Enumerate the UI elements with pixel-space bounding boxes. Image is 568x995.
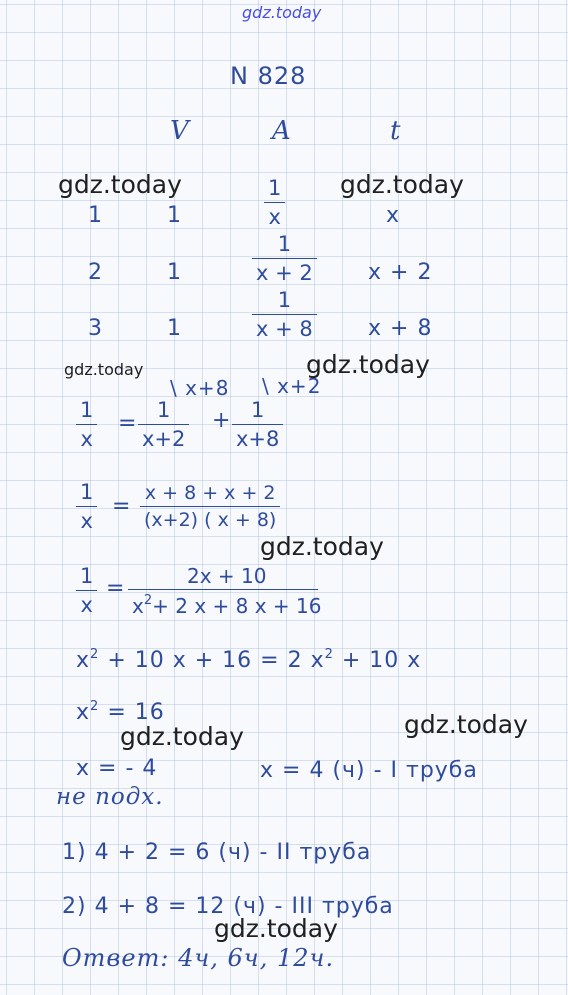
eq4-part2: + 10 x + 16 = 2 x (107, 648, 325, 673)
watermark: gdz.today (404, 710, 528, 739)
eq1-right2-num: 1 (251, 398, 265, 422)
eq3-right-den (128, 590, 325, 616)
header-v: V (170, 116, 190, 146)
row1-number: 1 (88, 203, 103, 228)
eq2-right-fraction (140, 484, 280, 530)
eq2-right-num: x + 8 + x + 2 (144, 482, 276, 504)
row1-t: x (386, 203, 401, 228)
eq2-right-den: (x+2) ( x + 8) (144, 509, 277, 531)
eq3-right-fraction (128, 566, 325, 616)
watermark: gdz.today (260, 532, 384, 561)
watermark: gdz.today (64, 360, 144, 379)
eq1-left-fraction (76, 400, 97, 450)
header-t: t (390, 116, 402, 146)
eq2-left-den: x (80, 509, 93, 533)
row3-a-fraction (252, 290, 317, 340)
eq3-den-rest: + 2 x + 8 x + 16 (152, 594, 322, 618)
reject-note: не подх. (56, 784, 164, 810)
eq3-left-den: x (80, 593, 93, 617)
eq3-left-fraction (76, 566, 97, 616)
eq2-equals: = (112, 494, 132, 519)
eq1-left-den: x (80, 427, 93, 451)
eq5-line (76, 700, 165, 724)
multiplier-2: \ x+2 (262, 374, 322, 398)
eq1-right1-fraction (138, 400, 189, 450)
row3-a-den: x + 8 (256, 317, 313, 341)
row2-number: 2 (88, 260, 103, 285)
problem-number: N 828 (230, 62, 307, 90)
row3-t: x + 8 (368, 316, 433, 341)
watermark: gdz.today (214, 914, 338, 943)
eq5-part1: x (76, 700, 91, 725)
eq4-part3: + 10 x (341, 648, 422, 673)
eq2-left-num: 1 (80, 480, 94, 504)
step-2: 2) 4 + 8 = 12 (ч) - III труба (62, 894, 394, 919)
answer: Ответ: 4ч, 6ч, 12ч. (62, 944, 335, 972)
row2-a-num: 1 (277, 232, 292, 256)
watermark: gdz.today (306, 350, 430, 379)
watermark: gdz.today (120, 722, 244, 751)
step-1: 1) 4 + 2 = 6 (ч) - II труба (62, 840, 372, 865)
row3-v: 1 (167, 316, 182, 341)
eq4-exp2: 2 (324, 647, 334, 662)
eq1-equals: = (118, 411, 138, 436)
eq4-line (76, 648, 421, 672)
row2-t: x + 2 (368, 260, 433, 285)
eq3-left-num: 1 (80, 564, 94, 588)
eq3-den-base: x (132, 594, 144, 618)
eq1-plus: + (212, 408, 232, 433)
row2-a-den: x + 2 (256, 261, 313, 285)
eq3-den-exponent: 2 (143, 593, 153, 608)
top-watermark[interactable]: gdz.today (242, 3, 322, 22)
eq1-right2-den: x+8 (236, 427, 280, 451)
eq3-right-num: 2x + 10 (187, 564, 267, 588)
eq5-exp1: 2 (90, 699, 100, 714)
root-positive: x = 4 (ч) - I труба (260, 758, 478, 783)
header-a: A (272, 116, 292, 146)
row3-number: 3 (88, 316, 103, 341)
root-negative: x = - 4 (76, 756, 158, 781)
row2-a-fraction (252, 234, 317, 284)
eq4-part1: x (76, 648, 91, 673)
row2-v: 1 (167, 260, 182, 285)
eq5-part2: = 16 (107, 700, 165, 725)
row1-a-fraction (264, 178, 285, 228)
multiplier-1: \ x+8 (170, 376, 230, 400)
eq2-left-fraction (76, 482, 97, 532)
eq3-equals: = (106, 576, 126, 601)
row1-v: 1 (167, 203, 182, 228)
watermark: gdz.today (58, 170, 182, 199)
eq1-right2-fraction (232, 400, 283, 450)
eq1-left-num: 1 (80, 398, 94, 422)
eq4-exp1: 2 (90, 647, 100, 662)
eq1-right1-num: 1 (157, 398, 171, 422)
row3-a-num: 1 (277, 288, 292, 312)
watermark: gdz.today (340, 170, 464, 199)
row1-a-num: 1 (268, 176, 282, 200)
eq1-right1-den: x+2 (142, 427, 186, 451)
row1-a-den: x (268, 205, 281, 229)
